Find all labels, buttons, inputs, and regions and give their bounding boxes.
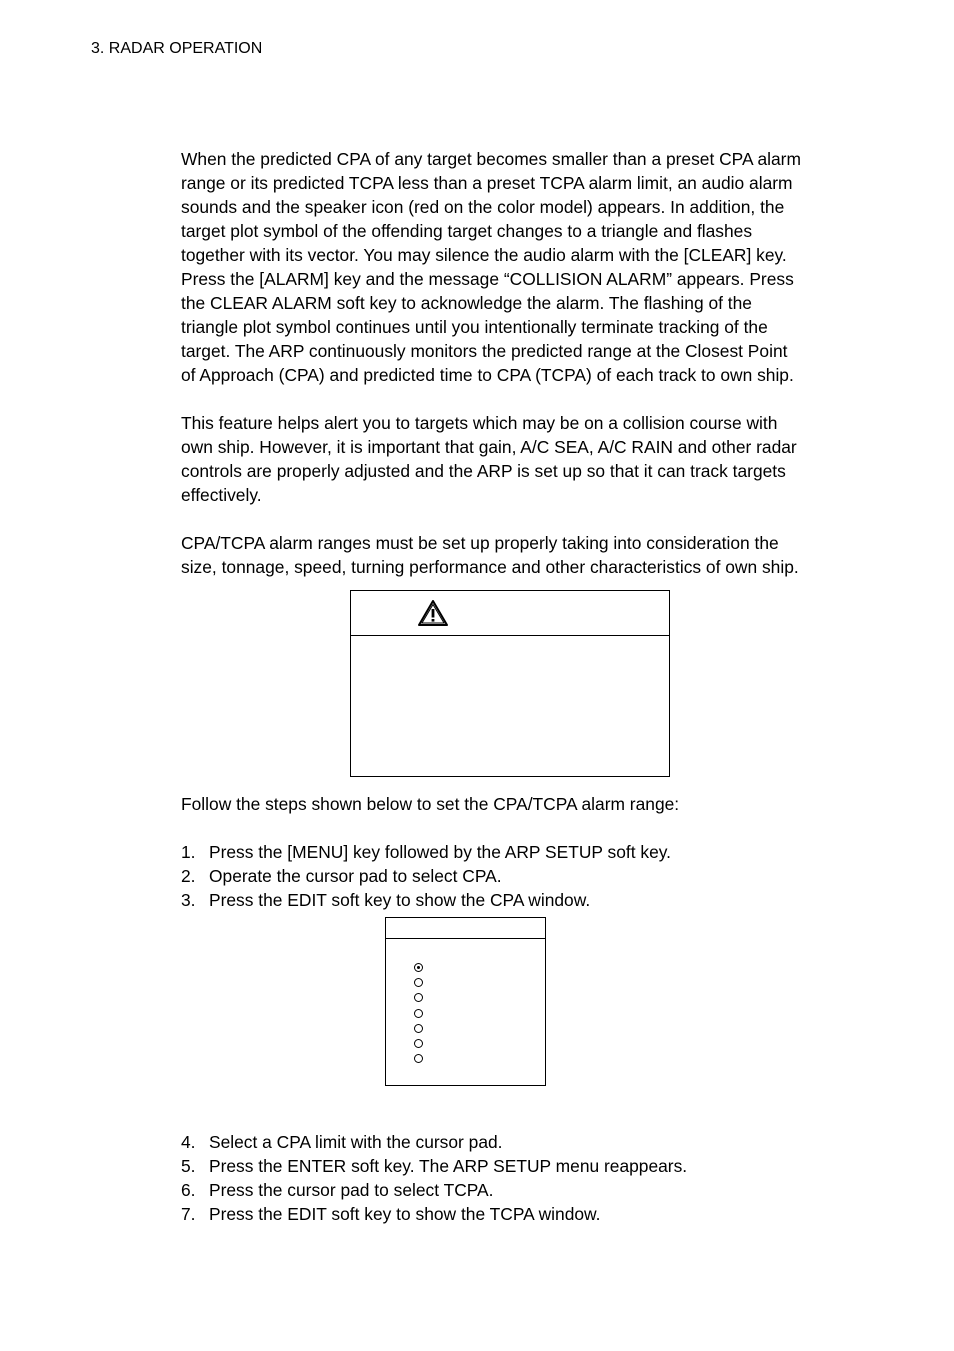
step-text: Press the ENTER soft key. The ARP SETUP menu reappears. — [209, 1156, 688, 1176]
body-text — [181, 147, 851, 603]
text-line: size, tonnage, speed, turning performance and other characteristics of own ship. — [181, 557, 799, 577]
cpa-option[interactable] — [414, 1006, 423, 1021]
text-line: effectively. — [181, 485, 262, 505]
step-number: 5. — [181, 1156, 196, 1176]
text-line: sounds and the speaker icon (red on the color model) appears. In addition, the — [181, 197, 785, 217]
caution-box — [350, 590, 670, 777]
cpa-option[interactable] — [414, 990, 423, 1005]
radio-icon[interactable] — [414, 1009, 423, 1018]
text-line: own ship. However, it is important that gain, A/C SEA, A/C RAIN and other radar — [181, 437, 797, 457]
step-number: 7. — [181, 1204, 196, 1224]
text-line: This feature helps alert you to targets which may be on a collision course with — [181, 413, 778, 433]
cpa-window-title-bar — [386, 918, 545, 939]
cpa-option[interactable] — [414, 975, 423, 990]
list-item — [181, 864, 671, 888]
step-number: 6. — [181, 1180, 196, 1200]
text-line: range or its predicted TCPA less than a preset TCPA alarm limit, an audio alarm — [181, 173, 793, 193]
steps-intro: Follow the steps shown below to set the CPA/TCPA alarm range: — [181, 794, 680, 814]
paragraph-feature-help — [181, 411, 851, 507]
cpa-option[interactable] — [414, 1036, 423, 1051]
step-text: Press the EDIT soft key to show the CPA window. — [209, 890, 591, 910]
radio-icon[interactable] — [414, 978, 423, 987]
step-text: Press the EDIT soft key to show the TCPA window. — [209, 1204, 601, 1224]
step-number: 4. — [181, 1132, 196, 1152]
step-text: Select a CPA limit with the cursor pad. — [209, 1132, 503, 1152]
cpa-option[interactable] — [414, 960, 423, 975]
radio-icon[interactable] — [414, 1039, 423, 1048]
step-list — [181, 1130, 687, 1226]
text-line: Press the [ALARM] key and the message “COLLISION ALARM” appears. Press — [181, 269, 794, 289]
list-item — [181, 1202, 687, 1226]
step-number: 2. — [181, 866, 196, 886]
paragraph-cpa-alarm — [181, 147, 851, 387]
text-line: the CLEAR ALARM soft key to acknowledge the alarm. The flashing of the — [181, 293, 752, 313]
step-list — [181, 840, 671, 912]
text-line: together with its vector. You may silence the audio alarm with the [CLEAR] key. — [181, 245, 787, 265]
paragraph-alarm-ranges — [181, 531, 851, 579]
section-header: 3. RADAR OPERATION — [91, 40, 263, 57]
text-line: controls are properly adjusted and the ARP is set up so that it can track targets — [181, 461, 786, 481]
radio-icon[interactable] — [414, 1054, 423, 1063]
list-item — [181, 888, 671, 912]
step-text: Press the cursor pad to select TCPA. — [209, 1180, 494, 1200]
step-number: 3. — [181, 890, 196, 910]
text-line: CPA/TCPA alarm ranges must be set up properly taking into consideration the — [181, 533, 779, 553]
list-item — [181, 1154, 687, 1178]
text-line: triangle plot symbol continues until you intentionally terminate tracking of the — [181, 317, 768, 337]
list-item — [181, 1178, 687, 1202]
step-text: Operate the cursor pad to select CPA. — [209, 866, 502, 886]
cpa-option[interactable] — [414, 1051, 423, 1066]
text-line: target plot symbol of the offending target changes to a triangle and flashes — [181, 221, 753, 241]
text-line: target. The ARP continuously monitors the predicted range at the Closest Point — [181, 341, 788, 361]
radio-selected-icon[interactable] — [414, 963, 423, 972]
list-item — [181, 840, 671, 864]
step-text: Press the [MENU] key followed by the ARP SETUP soft key. — [209, 842, 672, 862]
warning-triangle-icon — [417, 599, 449, 627]
step-number: 1. — [181, 842, 196, 862]
radio-icon[interactable] — [414, 993, 423, 1002]
cpa-window — [385, 917, 546, 1086]
text-line: When the predicted CPA of any target becomes smaller than a preset CPA alarm — [181, 149, 801, 169]
radio-icon[interactable] — [414, 1024, 423, 1033]
caution-box-header — [351, 591, 669, 636]
list-item — [181, 1130, 687, 1154]
cpa-option[interactable] — [414, 1021, 423, 1036]
text-line: of Approach (CPA) and predicted time to CPA (TCPA) of each track to own ship. — [181, 365, 794, 385]
cpa-option-list — [414, 960, 423, 1066]
